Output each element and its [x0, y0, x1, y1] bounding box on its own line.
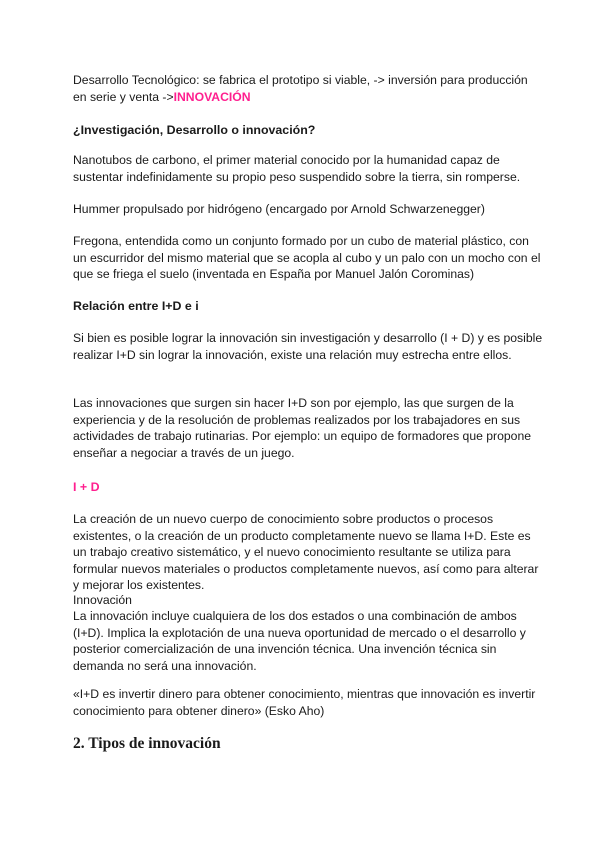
intro-paragraph — [73, 72, 543, 105]
question-heading: ¿Investigación, Desarrollo o innovación? — [73, 123, 316, 137]
relation-heading: Relación entre I+D e i — [73, 299, 199, 313]
relation-paragraph-2: Las innovaciones que surgen sin hacer I+D son por ejemplo, las que surgen de la experiencia y de la resolución de problemas realizados por los trabajadores en sus actividades de trabajo rutinarias. Por ejemplo: un equipo de formadores que propone enseñar a negociar a través de un juego. — [73, 396, 531, 460]
esko-aho-quote: «I+D es invertir dinero para obtener conocimiento, mientras que innovación es invertir conocimiento para obtener dinero» (Esko Aho) — [73, 687, 536, 718]
id-definition: La creación de un nuevo cuerpo de conocimiento sobre productos o procesos existentes, o la creación de un producto completamente nuevo se llama I+D. Este es un trabajo creativo sistemático, y el nuevo conocimiento resultante se utiliza para formular nuevos materiales o productos completamente nuevos, así como para alterar y mejorar los existentes. — [73, 512, 539, 593]
section-title: 2. Tipos de innovación — [73, 735, 221, 752]
relation-paragraph-1: Si bien es posible lograr la innovación sin investigación y desarrollo (I + D) y es posible realizar I+D sin lograr la innovación, existe una relación muy estrecha entre ellos. — [73, 331, 543, 362]
example-hummer: Hummer propulsado por hidrógeno (encargado por Arnold Schwarzenegger) — [73, 202, 485, 216]
innovation-paragraph: La innovación incluye cualquiera de los dos estados o una combinación de ambos (I+D). Implica la explotación de una nueva oportunidad de mercado o el desarrollo y posterior comercialización de una invención técnica. Una invención técnica sin demanda no será una innovación. — [73, 609, 526, 673]
id-heading: I + D — [73, 480, 100, 494]
innovacion-highlight: INNOVACIÓN — [173, 89, 251, 104]
innovation-label: Innovación — [73, 593, 132, 607]
example-nanotubes: Nanotubos de carbono, el primer material conocido por la humanidad capaz de sustentar indefinidamente su propio peso suspendido sobre la tierra, sin romperse. — [73, 153, 521, 184]
intro-text: Desarrollo Tecnológico: se fabrica el prototipo si viable, -> inversión para producción en serie y venta -> — [73, 73, 528, 104]
example-fregona: Fregona, entendida como un conjunto formado por un cubo de material plástico, con un escurridor del mismo material que se acopla al cubo y un palo con un mocho con el que se friega el suelo (inventada en España por Manuel Jalón Corominas) — [73, 234, 541, 282]
